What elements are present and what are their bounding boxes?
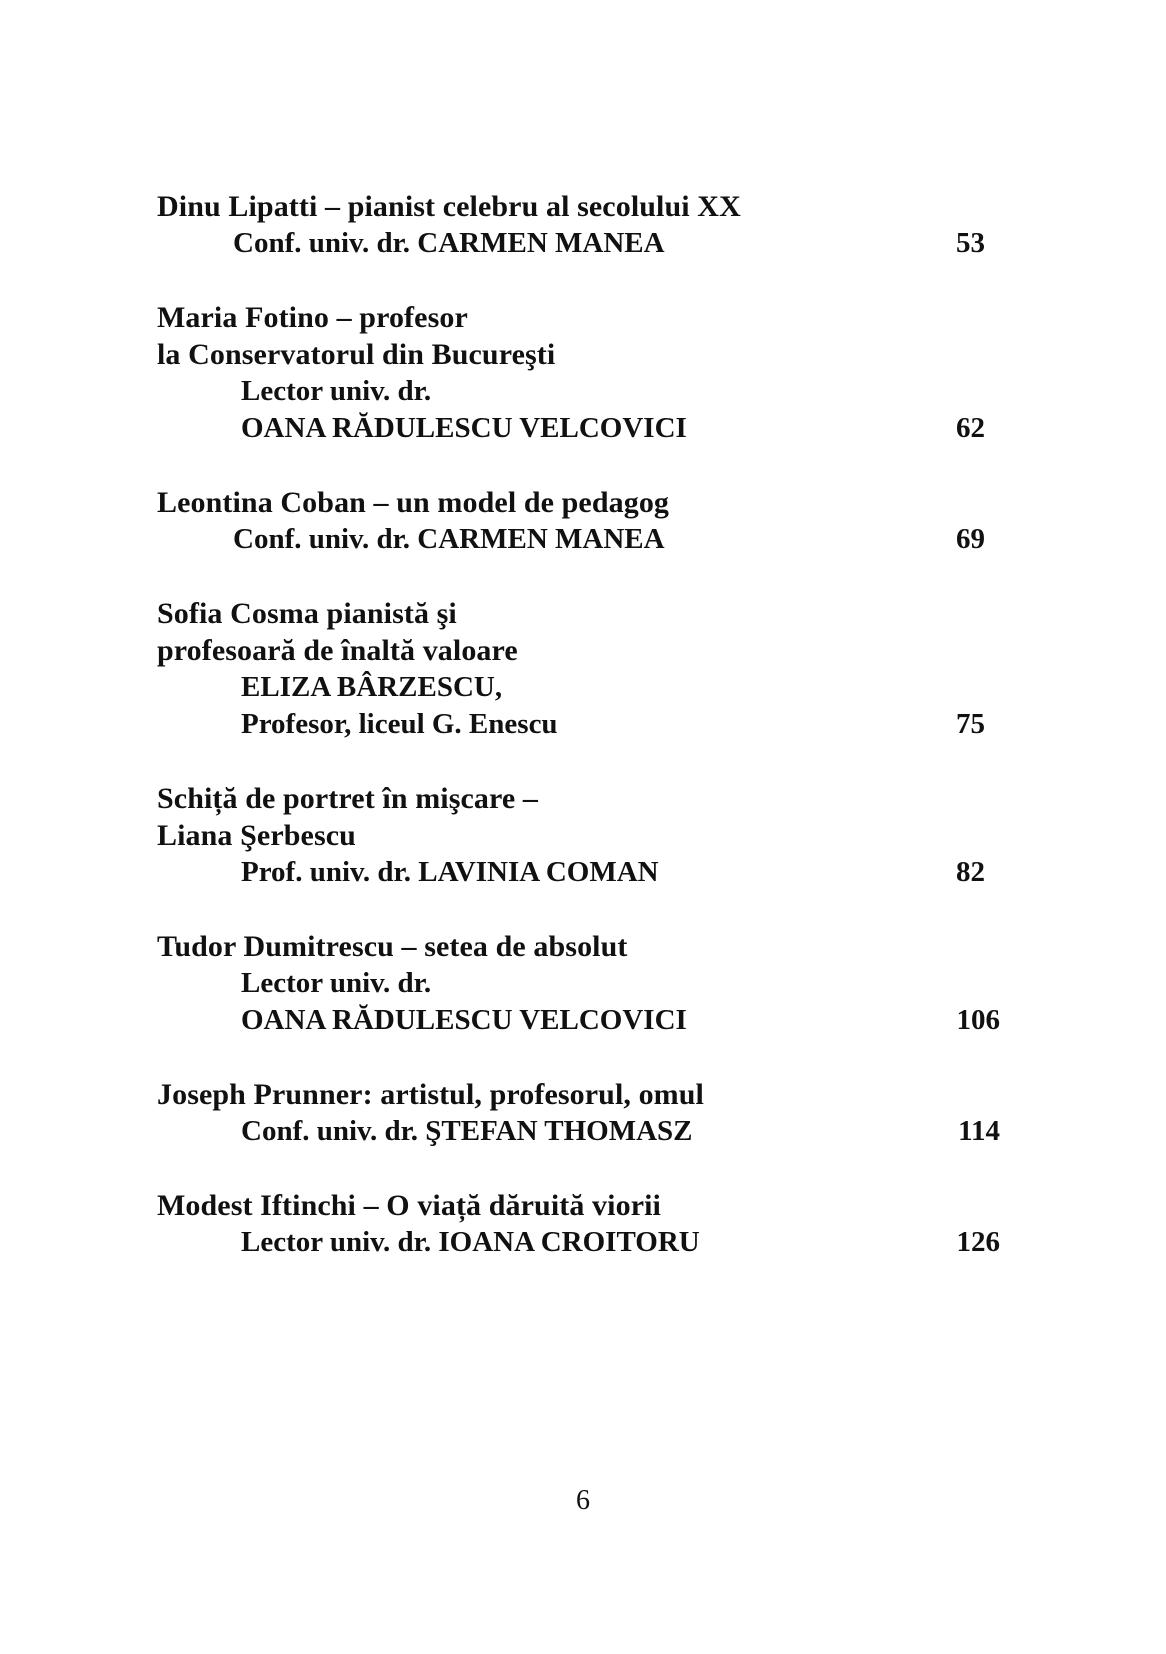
entry-page-number: 114 — [958, 1115, 1000, 1147]
entry-title: Dinu Lipatti – pianist celebru al secolului XX — [157, 190, 741, 223]
entry-title: la Conservatorul din Bucureşti — [157, 338, 556, 371]
entry-author: ELIZA BÂRZESCU, — [241, 671, 503, 703]
entry-page-number: 69 — [956, 523, 985, 555]
entry-author: Lector univ. dr. IOANA CROITORU — [241, 1226, 700, 1258]
entry-title: Modest Iftinchi – O viață dăruită viorii — [157, 1189, 661, 1222]
entry-title: Liana Şerbescu — [157, 819, 356, 852]
toc-entry — [157, 780, 1017, 891]
entry-title: Tudor Dumitrescu – setea de absolut — [157, 930, 628, 963]
entry-author: Conf. univ. dr. ŞTEFAN THOMASZ — [241, 1115, 693, 1147]
entry-title: Sofia Cosma pianistă şi — [157, 597, 457, 630]
toc-entry — [157, 1187, 1017, 1261]
table-of-contents — [157, 188, 1017, 1298]
entry-title: Maria Fotino – profesor — [157, 301, 468, 334]
toc-entry — [157, 188, 1017, 262]
entry-author: Lector univ. dr. — [241, 375, 432, 407]
page-number-footer: 6 — [576, 1485, 590, 1516]
entry-author: Lector univ. dr. — [241, 967, 432, 999]
entry-author: Conf. univ. dr. CARMEN MANEA — [233, 523, 665, 555]
entry-page-number: 75 — [956, 708, 985, 740]
entry-title: Schiță de portret în mişcare – — [157, 782, 539, 815]
entry-page-number: 126 — [956, 1226, 1000, 1258]
toc-entry — [157, 484, 1017, 558]
entry-page-number: 82 — [956, 856, 985, 888]
toc-entry — [157, 299, 1017, 447]
entry-author: Prof. univ. dr. LAVINIA COMAN — [241, 856, 659, 888]
toc-entry — [157, 595, 1017, 743]
entry-page-number: 62 — [956, 412, 985, 444]
entry-page-number: 106 — [956, 1004, 1000, 1036]
entry-author: OANA RĂDULESCU VELCOVICI — [241, 1004, 687, 1036]
entry-page-number: 53 — [956, 227, 985, 259]
entry-title: profesoară de înaltă valoare — [157, 634, 518, 667]
toc-entry — [157, 928, 1017, 1039]
entry-author: Conf. univ. dr. CARMEN MANEA — [233, 227, 665, 259]
entry-author: OANA RĂDULESCU VELCOVICI — [241, 412, 687, 444]
entry-author: Profesor, liceul G. Enescu — [241, 708, 558, 740]
toc-entry — [157, 1076, 1017, 1150]
entry-title: Leontina Coban – un model de pedagog — [157, 486, 670, 519]
entry-title: Joseph Prunner: artistul, profesorul, omul — [157, 1078, 704, 1111]
